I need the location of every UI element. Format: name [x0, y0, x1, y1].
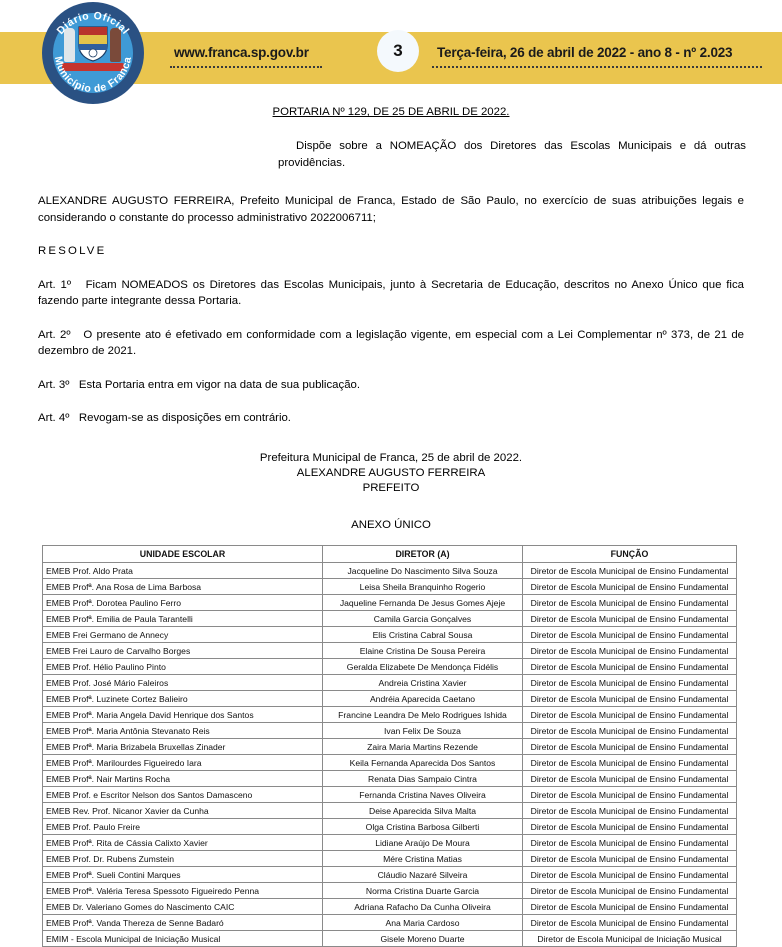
cell-diretor: Ivan Felix De Souza	[323, 723, 523, 739]
cell-funcao: Diretor de Escola Municipal de Ensino Fundamental	[523, 659, 737, 675]
column-header-diretor: DIRETOR (A)	[323, 546, 523, 563]
cell-funcao: Diretor de Escola Municipal de Ensino Fundamental	[523, 755, 737, 771]
cell-diretor: Zaira Maria Martins Rezende	[323, 739, 523, 755]
cell-diretor: Francine Leandra De Melo Rodrigues Ishida	[323, 707, 523, 723]
column-header-funcao: FUNÇÃO	[523, 546, 737, 563]
portaria-ementa: Dispõe sobre a NOMEAÇÃO dos Diretores das Escolas Municipais e dá outras providências.	[278, 140, 746, 169]
anexo-table-body	[43, 563, 737, 947]
signature-role: PREFEITO	[362, 482, 420, 495]
cell-funcao: Diretor de Escola Municipal de Ensino Fundamental	[523, 867, 737, 883]
article-1	[38, 277, 744, 310]
cell-funcao: Diretor de Escola Municipal de Ensino Fundamental	[523, 803, 737, 819]
article-2-text: O presente ato é efetivado em conformidade com a legislação vigente, em especial com a Lei Complementar nº 373, de 21 de dezembro de 2021.	[38, 328, 744, 358]
cell-funcao: Diretor de Escola Municipal de Ensino Fundamental	[523, 771, 737, 787]
article-4	[38, 410, 744, 427]
cell-funcao: Diretor de Escola Municipal de Ensino Fundamental	[523, 675, 737, 691]
table-row	[43, 787, 737, 803]
table-row	[43, 883, 737, 899]
masthead	[0, 0, 782, 96]
cell-funcao: Diretor de Escola Municipal de Ensino Fundamental	[523, 643, 737, 659]
page-number-badge	[377, 30, 419, 72]
portaria-title	[38, 104, 744, 120]
cell-unidade-escolar: EMEB Profª. Dorotea Paulino Ferro	[43, 595, 323, 611]
anexo-table-wrapper	[42, 545, 740, 947]
cell-funcao: Diretor de Escola Municipal de Ensino Fundamental	[523, 899, 737, 915]
cell-funcao: Diretor de Escola Municipal de Ensino Fundamental	[523, 611, 737, 627]
cell-diretor: Olga Cristina Barbosa Gilberti	[323, 819, 523, 835]
url-underline-rule	[170, 66, 322, 68]
cell-unidade-escolar: EMEB Profª. Sueli Contini Marques	[43, 867, 323, 883]
cell-unidade-escolar: EMIM - Escola Municipal de Iniciação Musical	[43, 931, 323, 947]
table-row	[43, 659, 737, 675]
cell-funcao: Diretor de Escola Municipal de Ensino Fundamental	[523, 707, 737, 723]
cell-diretor: Adriana Rafacho Da Cunha Oliveira	[323, 899, 523, 915]
cell-unidade-escolar: EMEB Profª. Emilia de Paula Tarantelli	[43, 611, 323, 627]
seal-top-text: Diário Oficial	[54, 9, 132, 37]
cell-unidade-escolar: EMEB Frei Lauro de Carvalho Borges	[43, 643, 323, 659]
cell-diretor: Cláudio Nazaré Silveira	[323, 867, 523, 883]
cell-funcao: Diretor de Escola Municipal de Ensino Fundamental	[523, 595, 737, 611]
table-row	[43, 579, 737, 595]
table-row	[43, 563, 737, 579]
table-row	[43, 771, 737, 787]
table-header-row	[43, 546, 737, 563]
table-row	[43, 723, 737, 739]
cell-funcao: Diretor de Escola Municipal de Ensino Fundamental	[523, 819, 737, 835]
cell-diretor: Ana Maria Cardoso	[323, 915, 523, 931]
cell-diretor: Jaqueline Fernanda De Jesus Gomes Ajeje	[323, 595, 523, 611]
table-row	[43, 755, 737, 771]
municipal-seal-icon	[42, 2, 144, 104]
cell-unidade-escolar: EMEB Profª. Maria Brizabela Bruxellas Zinader	[43, 739, 323, 755]
cell-diretor: Lidiane Araújo De Moura	[323, 835, 523, 851]
cell-funcao: Diretor de Escola Municipal de Ensino Fundamental	[523, 787, 737, 803]
article-1-text: Ficam NOMEADOS os Diretores das Escolas Municipais, junto à Secretaria de Educação, descritos no Anexo Único que fica fazendo parte integrante dessa Portaria.	[38, 278, 744, 308]
cell-funcao: Diretor de Escola Municipal de Ensino Fundamental	[523, 563, 737, 579]
resolve-heading: RESOLVE	[38, 245, 107, 258]
cell-funcao: Diretor de Escola Municipal de Ensino Fundamental	[523, 691, 737, 707]
cell-unidade-escolar: EMEB Prof. Dr. Rubens Zumstein	[43, 851, 323, 867]
cell-funcao: Diretor de Escola Municipal de Iniciação Musical	[523, 931, 737, 947]
cell-diretor: Mére Cristina Matias	[323, 851, 523, 867]
table-row	[43, 691, 737, 707]
cell-funcao: Diretor de Escola Municipal de Ensino Fundamental	[523, 723, 737, 739]
anexo-title: ANEXO ÚNICO	[351, 518, 431, 531]
cell-unidade-escolar: EMEB Profª. Vanda Thereza de Senne Badaró	[43, 915, 323, 931]
cell-diretor: Leisa Sheila Branquinho Rogerio	[323, 579, 523, 595]
table-row	[43, 931, 737, 947]
seal-bottom-text: Município de Franca	[51, 55, 134, 96]
cell-diretor: Gisele Moreno Duarte	[323, 931, 523, 947]
anexo-table	[42, 545, 737, 947]
table-row	[43, 867, 737, 883]
cell-unidade-escolar: EMEB Frei Germano de Annecy	[43, 627, 323, 643]
cell-diretor: Elis Cristina Cabral Sousa	[323, 627, 523, 643]
cell-funcao: Diretor de Escola Municipal de Ensino Fundamental	[523, 627, 737, 643]
signature-name: ALEXANDRE AUGUSTO FERREIRA	[296, 467, 486, 480]
article-3	[38, 377, 744, 394]
table-row	[43, 675, 737, 691]
cell-unidade-escolar: EMEB Profª. Maria Antônia Stevanato Reis	[43, 723, 323, 739]
article-3-text: Esta Portaria entra em vigor na data de sua publicação.	[78, 378, 361, 391]
cell-diretor: Norma Cristina Duarte Garcia	[323, 883, 523, 899]
cell-diretor: Camila Garcia Gonçalves	[323, 611, 523, 627]
table-row	[43, 819, 737, 835]
cell-funcao: Diretor de Escola Municipal de Ensino Fundamental	[523, 739, 737, 755]
issue-underline-rule	[432, 66, 762, 68]
cell-unidade-escolar: EMEB Prof. Paulo Freire	[43, 819, 323, 835]
official-website-url[interactable]: www.franca.sp.gov.br	[174, 45, 309, 60]
article-4-label: Art. 4º	[38, 412, 70, 425]
table-row	[43, 611, 737, 627]
table-row	[43, 851, 737, 867]
cell-unidade-escolar: EMEB Profª. Marilourdes Figueiredo Iara	[43, 755, 323, 771]
cell-diretor: Andréia Aparecida Caetano	[323, 691, 523, 707]
issue-date-line: Terça-feira, 26 de abril de 2022 - ano 8 - nº 2.023	[437, 45, 733, 60]
cell-diretor: Fernanda Cristina Naves Oliveira	[323, 787, 523, 803]
column-header-unidade-escolar: UNIDADE ESCOLAR	[43, 546, 323, 563]
cell-diretor: Geralda Elizabete De Mendonça Fidélis	[323, 659, 523, 675]
cell-unidade-escolar: EMEB Profª. Valéria Teresa Spessoto Figueiredo Penna	[43, 883, 323, 899]
article-2-label: Art. 2º	[38, 328, 71, 341]
cell-diretor: Andreia Cristina Xavier	[323, 675, 523, 691]
table-row	[43, 915, 737, 931]
article-4-text: Revogam-se as disposições em contrário.	[78, 412, 291, 425]
table-row	[43, 707, 737, 723]
cell-unidade-escolar: EMEB Prof. Hélio Paulino Pinto	[43, 659, 323, 675]
signature-place-date: Prefeitura Municipal de Franca, 25 de abril de 2022.	[259, 451, 523, 464]
table-row	[43, 739, 737, 755]
cell-unidade-escolar: EMEB Profª. Rita de Cássia Calixto Xavier	[43, 835, 323, 851]
signature-block	[38, 451, 744, 497]
cell-unidade-escolar: EMEB Prof. José Mário Faleiros	[43, 675, 323, 691]
document-body	[0, 90, 782, 947]
article-3-label: Art. 3º	[38, 378, 70, 391]
cell-funcao: Diretor de Escola Municipal de Ensino Fundamental	[523, 851, 737, 867]
cell-diretor: Deise Aparecida Silva Malta	[323, 803, 523, 819]
table-row	[43, 835, 737, 851]
table-row	[43, 627, 737, 643]
cell-unidade-escolar: EMEB Dr. Valeriano Gomes do Nascimento CAIC	[43, 899, 323, 915]
article-1-label: Art. 1º	[38, 278, 72, 291]
portaria-preamble: ALEXANDRE AUGUSTO FERREIRA, Prefeito Municipal de Franca, Estado de São Paulo, no exercício de suas atribuições legais e considerando o constante do processo administrativo 2022006711;	[38, 195, 744, 224]
portaria-title-text: PORTARIA Nº 129, DE 25 DE ABRIL DE 2022.	[272, 106, 510, 118]
cell-unidade-escolar: EMEB Profª. Ana Rosa de Lima Barbosa	[43, 579, 323, 595]
cell-funcao: Diretor de Escola Municipal de Ensino Fundamental	[523, 835, 737, 851]
table-row	[43, 595, 737, 611]
table-row	[43, 643, 737, 659]
table-row	[43, 899, 737, 915]
cell-funcao: Diretor de Escola Municipal de Ensino Fundamental	[523, 579, 737, 595]
seal-ring-text	[42, 2, 144, 104]
cell-unidade-escolar: EMEB Profª. Nair Martins Rocha	[43, 771, 323, 787]
cell-unidade-escolar: EMEB Prof. e Escritor Nelson dos Santos Damasceno	[43, 787, 323, 803]
cell-funcao: Diretor de Escola Municipal de Ensino Fundamental	[523, 883, 737, 899]
cell-unidade-escolar: EMEB Prof. Aldo Prata	[43, 563, 323, 579]
cell-diretor: Renata Dias Sampaio Cintra	[323, 771, 523, 787]
page-number-value: 3	[393, 41, 403, 60]
cell-diretor: Elaine Cristina De Sousa Pereira	[323, 643, 523, 659]
table-row	[43, 803, 737, 819]
article-2	[38, 327, 744, 360]
cell-unidade-escolar: EMEB Profª. Maria Angela David Henrique dos Santos	[43, 707, 323, 723]
cell-diretor: Jacqueline Do Nascimento Silva Souza	[323, 563, 523, 579]
cell-unidade-escolar: EMEB Profª. Luzinete Cortez Balieiro	[43, 691, 323, 707]
cell-unidade-escolar: EMEB Rev. Prof. Nicanor Xavier da Cunha	[43, 803, 323, 819]
cell-diretor: Keila Fernanda Aparecida Dos Santos	[323, 755, 523, 771]
cell-funcao: Diretor de Escola Municipal de Ensino Fundamental	[523, 915, 737, 931]
